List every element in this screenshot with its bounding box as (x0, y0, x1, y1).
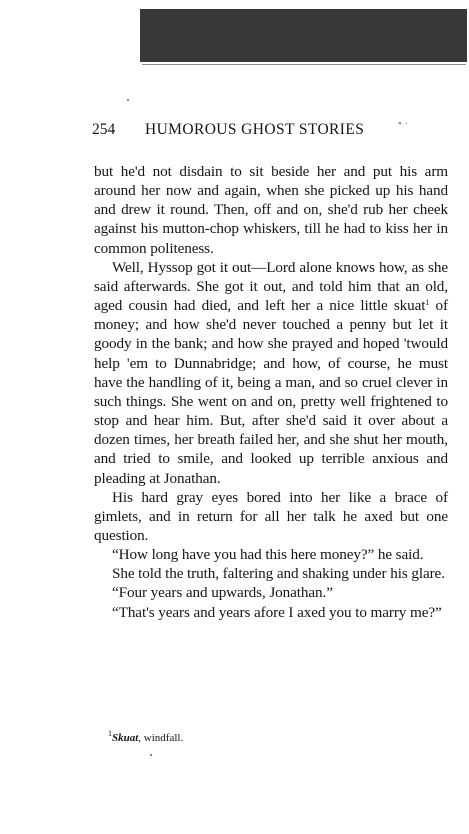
paragraph (94, 258, 448, 488)
body-text (94, 162, 448, 622)
paragraph: “Four years and upwards, Jonathan.” (112, 584, 333, 602)
paragraph: His hard gray eyes bored into her like a brace of gimlets, and in return for all her talk he axed but one question. (94, 488, 448, 544)
footnote-reference: 1 (425, 298, 430, 308)
paragraph: but he'd not disdain to sit beside her and put his arm around her now and again, when she picked up his hand and drew it round. Then, off and on, she'd rub her cheek against his mutton-chop whiskers, till he had to kiss her in common politeness. (94, 163, 448, 257)
paragraph: “How long have you had this here money?” he said. (112, 546, 424, 564)
scan-shadow-bar (140, 9, 467, 62)
footnote (108, 729, 428, 744)
page-header (92, 118, 432, 143)
header-ornament: • · (398, 118, 409, 130)
footnote-term: Skuat (112, 732, 139, 744)
footnote-definition: , windfall. (138, 732, 184, 744)
scan-speck (127, 99, 129, 101)
paragraph: She told the truth, faltering and shaking under his glare. (112, 565, 445, 583)
paragraph-text: Well, Hyssop got it out—Lord alone knows how, as she said afterwards. She got it out, and told him that an old, aged cousin had died, and left her a nice little skuat (94, 258, 448, 315)
paragraph: “That's years and years afore I axed you to marry me?” (112, 603, 442, 621)
scan-edge-line (142, 64, 466, 65)
scan-speck (150, 754, 152, 756)
footnote-marker: 1 (108, 729, 112, 738)
running-title: HUMOROUS GHOST STORIES (145, 121, 365, 138)
page-number: 254 (92, 121, 116, 138)
paragraph-text: of money; and how she'd never touched a penny but let it goody in the bank; and how she prayed and hoped 'twould help 'em to Dunnabridge; and how, of course, he must have the handling of it, being a man, and so cruel clever in such things. She went on and on, pretty well frightened to stop and hear him. But, after she'd said it over about a dozen times, her breath failed her, and she shut her mouth, and tried to smile, and looked up terrible anxious and pleading at Jonathan. (94, 297, 448, 487)
